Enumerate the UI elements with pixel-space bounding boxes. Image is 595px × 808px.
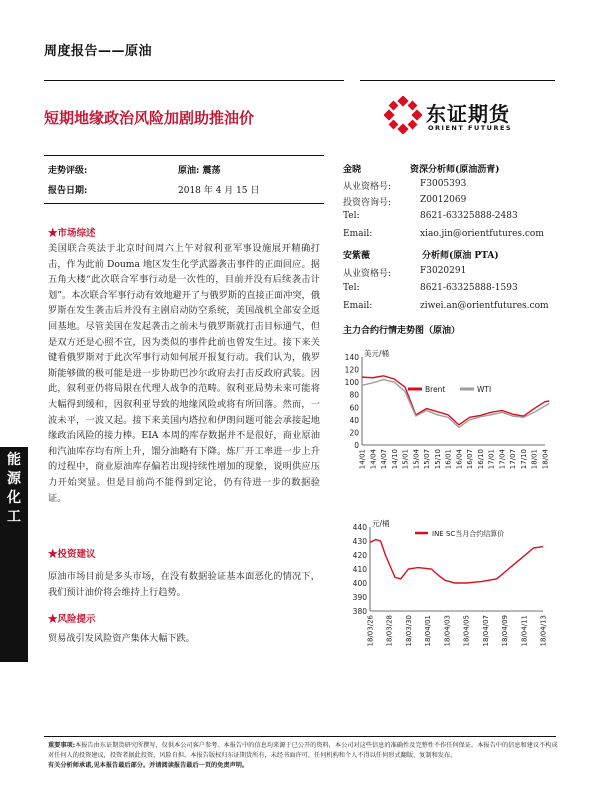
analyst-2-name: 安紫薇 bbox=[343, 251, 371, 261]
rating-label: 走势评级: bbox=[48, 166, 88, 176]
y-tick-label: 430 bbox=[352, 537, 367, 546]
y-tick-label: 120 bbox=[344, 365, 359, 375]
x-tick-label: 17/04 bbox=[498, 449, 507, 470]
x-tick-label: 14/01 bbox=[358, 449, 367, 470]
header-divider-right bbox=[360, 80, 555, 81]
ine-sc-price-chart bbox=[340, 518, 555, 663]
footer-divider bbox=[44, 736, 556, 737]
analyst-commitment-label: 有关分析师承诺, bbox=[48, 762, 94, 769]
logo-name-en: ORIENT FUTURES bbox=[428, 124, 513, 132]
y-tick-label: 420 bbox=[352, 551, 367, 560]
x-tick-label: 18/04 bbox=[541, 449, 550, 470]
x-tick-label: 14/10 bbox=[390, 449, 399, 470]
x-tick-label: 18/04/09 bbox=[501, 615, 510, 647]
y-tick-label: 390 bbox=[352, 593, 367, 602]
market-section-title: ★市场综述 bbox=[48, 228, 96, 239]
header-divider-left bbox=[44, 80, 344, 81]
y-tick-label: 410 bbox=[352, 565, 367, 574]
analyst-2-row-value: 8621-63325888-1593 bbox=[420, 283, 518, 293]
analyst-2-role: 分析师(原油 PTA) bbox=[422, 251, 499, 261]
category-label: 能源化工 bbox=[7, 452, 21, 525]
main-title: 短期地缘政治风险加剧助推油价 bbox=[44, 109, 255, 127]
x-tick-label: 15/10 bbox=[433, 449, 442, 470]
x-tick-label: 18/04/05 bbox=[462, 615, 471, 647]
analyst-1-row-label: 投资咨询号: bbox=[343, 198, 392, 208]
x-tick-label: 15/04 bbox=[412, 449, 421, 470]
y-tick-label: 380 bbox=[352, 607, 367, 616]
crude-oil-price-chart bbox=[340, 345, 555, 510]
series-line-ine-sc当月合约结算价 bbox=[370, 540, 543, 583]
x-tick-label: 18/04/03 bbox=[443, 615, 452, 647]
analyst-1-row-label: Email: bbox=[343, 229, 373, 239]
analyst-2-email[interactable]: ziwei.an@orientfutures.com bbox=[420, 301, 549, 311]
x-tick-label: 18/03/30 bbox=[404, 615, 413, 647]
analyst-1-name: 金晓 bbox=[343, 165, 362, 175]
market-section-text: 美国联合英法于北京时间周六上午对叙利亚军事设施展开精确打击，作为此前 Douma 地区发生化学武器袭击事件的正面回应。据五角大楼“此次联合军事行动是一次性的，目前并没有后续袭击计划”。本次联合军事行动有效地避开了与俄罗斯的直接正面冲突，俄罗斯在发生袭击后并没有主剧启动防空系统，美国战机全部安全返回基地。尽管美国在发起袭击之前未与俄罗斯就打击目标通气，但是双方还是心照不宣，因为类似的事件此前也曾发生过。接下来关键看俄罗斯对于此次军事行动如何展开报复行动。我们认为，俄罗斯能够做的极可能是进一步协助巴沙尔政府去打击反政府武装。因此，叙利亚仍将局限在代理人战争的范畴。叙利亚局势未来可能将大幅得到缓和，因叙利亚导致的地缘风险或将有所回落。然而，一波未平，一波又起。接下来美国内塔拉和伊朗问题可能会承接起地缘政治风险的接力棒。EIA 本周的库存数据并不是很好，商业原油和汽油库存均有所上升，馏分油略有下降。炼厂开工率进一步上升的过程中，商业原油库存偏若出现持续性增加的现象，说明供应压力开始突显。但是目前尚不能得到定论，仍有待进一步的数据验证。 bbox=[48, 243, 320, 504]
report-type: 周度报告——原油 bbox=[44, 44, 153, 59]
x-tick-label: 17/01 bbox=[487, 449, 496, 470]
analyst-1-role: 资深分析师(原油沥青) bbox=[410, 165, 500, 175]
x-tick-label: 17/07 bbox=[509, 449, 518, 470]
y-tick-label: 440 bbox=[352, 523, 367, 532]
y-tick-label: 20 bbox=[349, 428, 359, 438]
advice-section-title: ★投资建议 bbox=[48, 549, 96, 560]
analyst-2-row-value: F3020291 bbox=[420, 266, 467, 276]
x-tick-label: 18/04/13 bbox=[539, 615, 548, 647]
x-tick-label: 18/04/01 bbox=[424, 615, 433, 647]
x-tick-label: 18/01 bbox=[530, 449, 539, 470]
x-tick-label: 18/03/28 bbox=[385, 615, 394, 647]
analyst-2-row-label: Email: bbox=[343, 301, 373, 311]
x-tick-label: 18/03/26 bbox=[366, 615, 375, 647]
legend-label: Brent bbox=[425, 385, 446, 394]
risk-section-title: ★风险提示 bbox=[48, 614, 96, 625]
analyst-1-row-value: F3005393 bbox=[420, 179, 467, 189]
y-tick-label: 80 bbox=[349, 390, 359, 400]
analyst-commitment-text: 见本报告最后部分。并请阅读报告最后一页的免责声明。 bbox=[93, 762, 249, 769]
orient-futures-logo-icon bbox=[384, 96, 422, 134]
rating-value: 原油: 震荡 bbox=[178, 166, 221, 176]
analyst-1-row-value: 8621-63325888-2483 bbox=[420, 211, 518, 221]
analyst-1-email[interactable]: xiao.jin@orientfutures.com bbox=[420, 229, 544, 239]
advice-section-text: 原油市场目前是多头市场，在没有数据验证基本面恶化的情况下，我们预计油价将会维持上行趋势。 bbox=[48, 571, 320, 598]
disclaimer-text: 本报告由东证期货研究所撰写，仅供本公司客户参考。本报告中的信息均来源于已公开的资料，本公司对这些信息的准确性及完整性不作任何保证。本报告中的信息和建议不构成对任何人的投资建议，投资者据此投资，风险自担。本报告版权归东证期货所有，未经书面许可，任何机构和个人不得以任何形式翻版、复制和发布。 bbox=[48, 742, 558, 759]
x-tick-label: 16/07 bbox=[466, 449, 475, 470]
analyst-1-row-label: 从业资格号: bbox=[343, 182, 392, 192]
x-tick-label: 15/01 bbox=[401, 449, 410, 470]
analyst-2-row-label: 从业资格号: bbox=[343, 269, 392, 279]
analyst-2-row-label: Tel: bbox=[343, 283, 360, 293]
legend-label: INE SC当月合约结算价 bbox=[432, 530, 505, 538]
y-tick-label: 140 bbox=[344, 353, 359, 362]
x-tick-label: 16/10 bbox=[476, 449, 485, 470]
y-axis-label: 元/桶 bbox=[372, 519, 390, 528]
info-divider-bottom bbox=[44, 203, 324, 204]
y-tick-label: 100 bbox=[344, 378, 359, 388]
analyst-1-row-label: Tel: bbox=[343, 211, 360, 221]
y-tick-label: 40 bbox=[349, 415, 359, 425]
x-tick-label: 14/04 bbox=[369, 449, 378, 470]
x-tick-label: 14/07 bbox=[380, 449, 389, 470]
y-tick-label: 0 bbox=[354, 441, 359, 450]
date-label: 报告日期: bbox=[48, 186, 88, 196]
x-tick-label: 15/07 bbox=[423, 449, 432, 470]
series-line-wti bbox=[362, 380, 549, 428]
y-tick-label: 60 bbox=[349, 403, 359, 413]
analyst-1-row-value: Z0012069 bbox=[420, 195, 467, 205]
info-divider-top bbox=[44, 155, 324, 156]
y-axis-label: 美元/桶 bbox=[364, 349, 390, 358]
date-value: 2018 年 4 月 15 日 bbox=[178, 186, 260, 196]
chart-section-title: 主力合约行情走势图（原油） bbox=[343, 326, 461, 336]
x-tick-label: 16/01 bbox=[444, 449, 453, 470]
x-tick-label: 16/04 bbox=[455, 449, 464, 470]
logo-name-cn: 东证期货 bbox=[426, 102, 510, 126]
x-tick-label: 18/04/07 bbox=[481, 615, 490, 647]
x-tick-label: 18/04/11 bbox=[520, 615, 529, 647]
x-tick-label: 17/10 bbox=[519, 449, 528, 470]
risk-section-text: 贸易战引发风险资产集体大幅下跌。 bbox=[48, 633, 195, 644]
y-tick-label: 400 bbox=[352, 579, 367, 588]
disclaimer bbox=[48, 741, 558, 771]
legend-label: WTI bbox=[477, 385, 492, 394]
disclaimer-label: 重要事项: bbox=[48, 742, 76, 749]
